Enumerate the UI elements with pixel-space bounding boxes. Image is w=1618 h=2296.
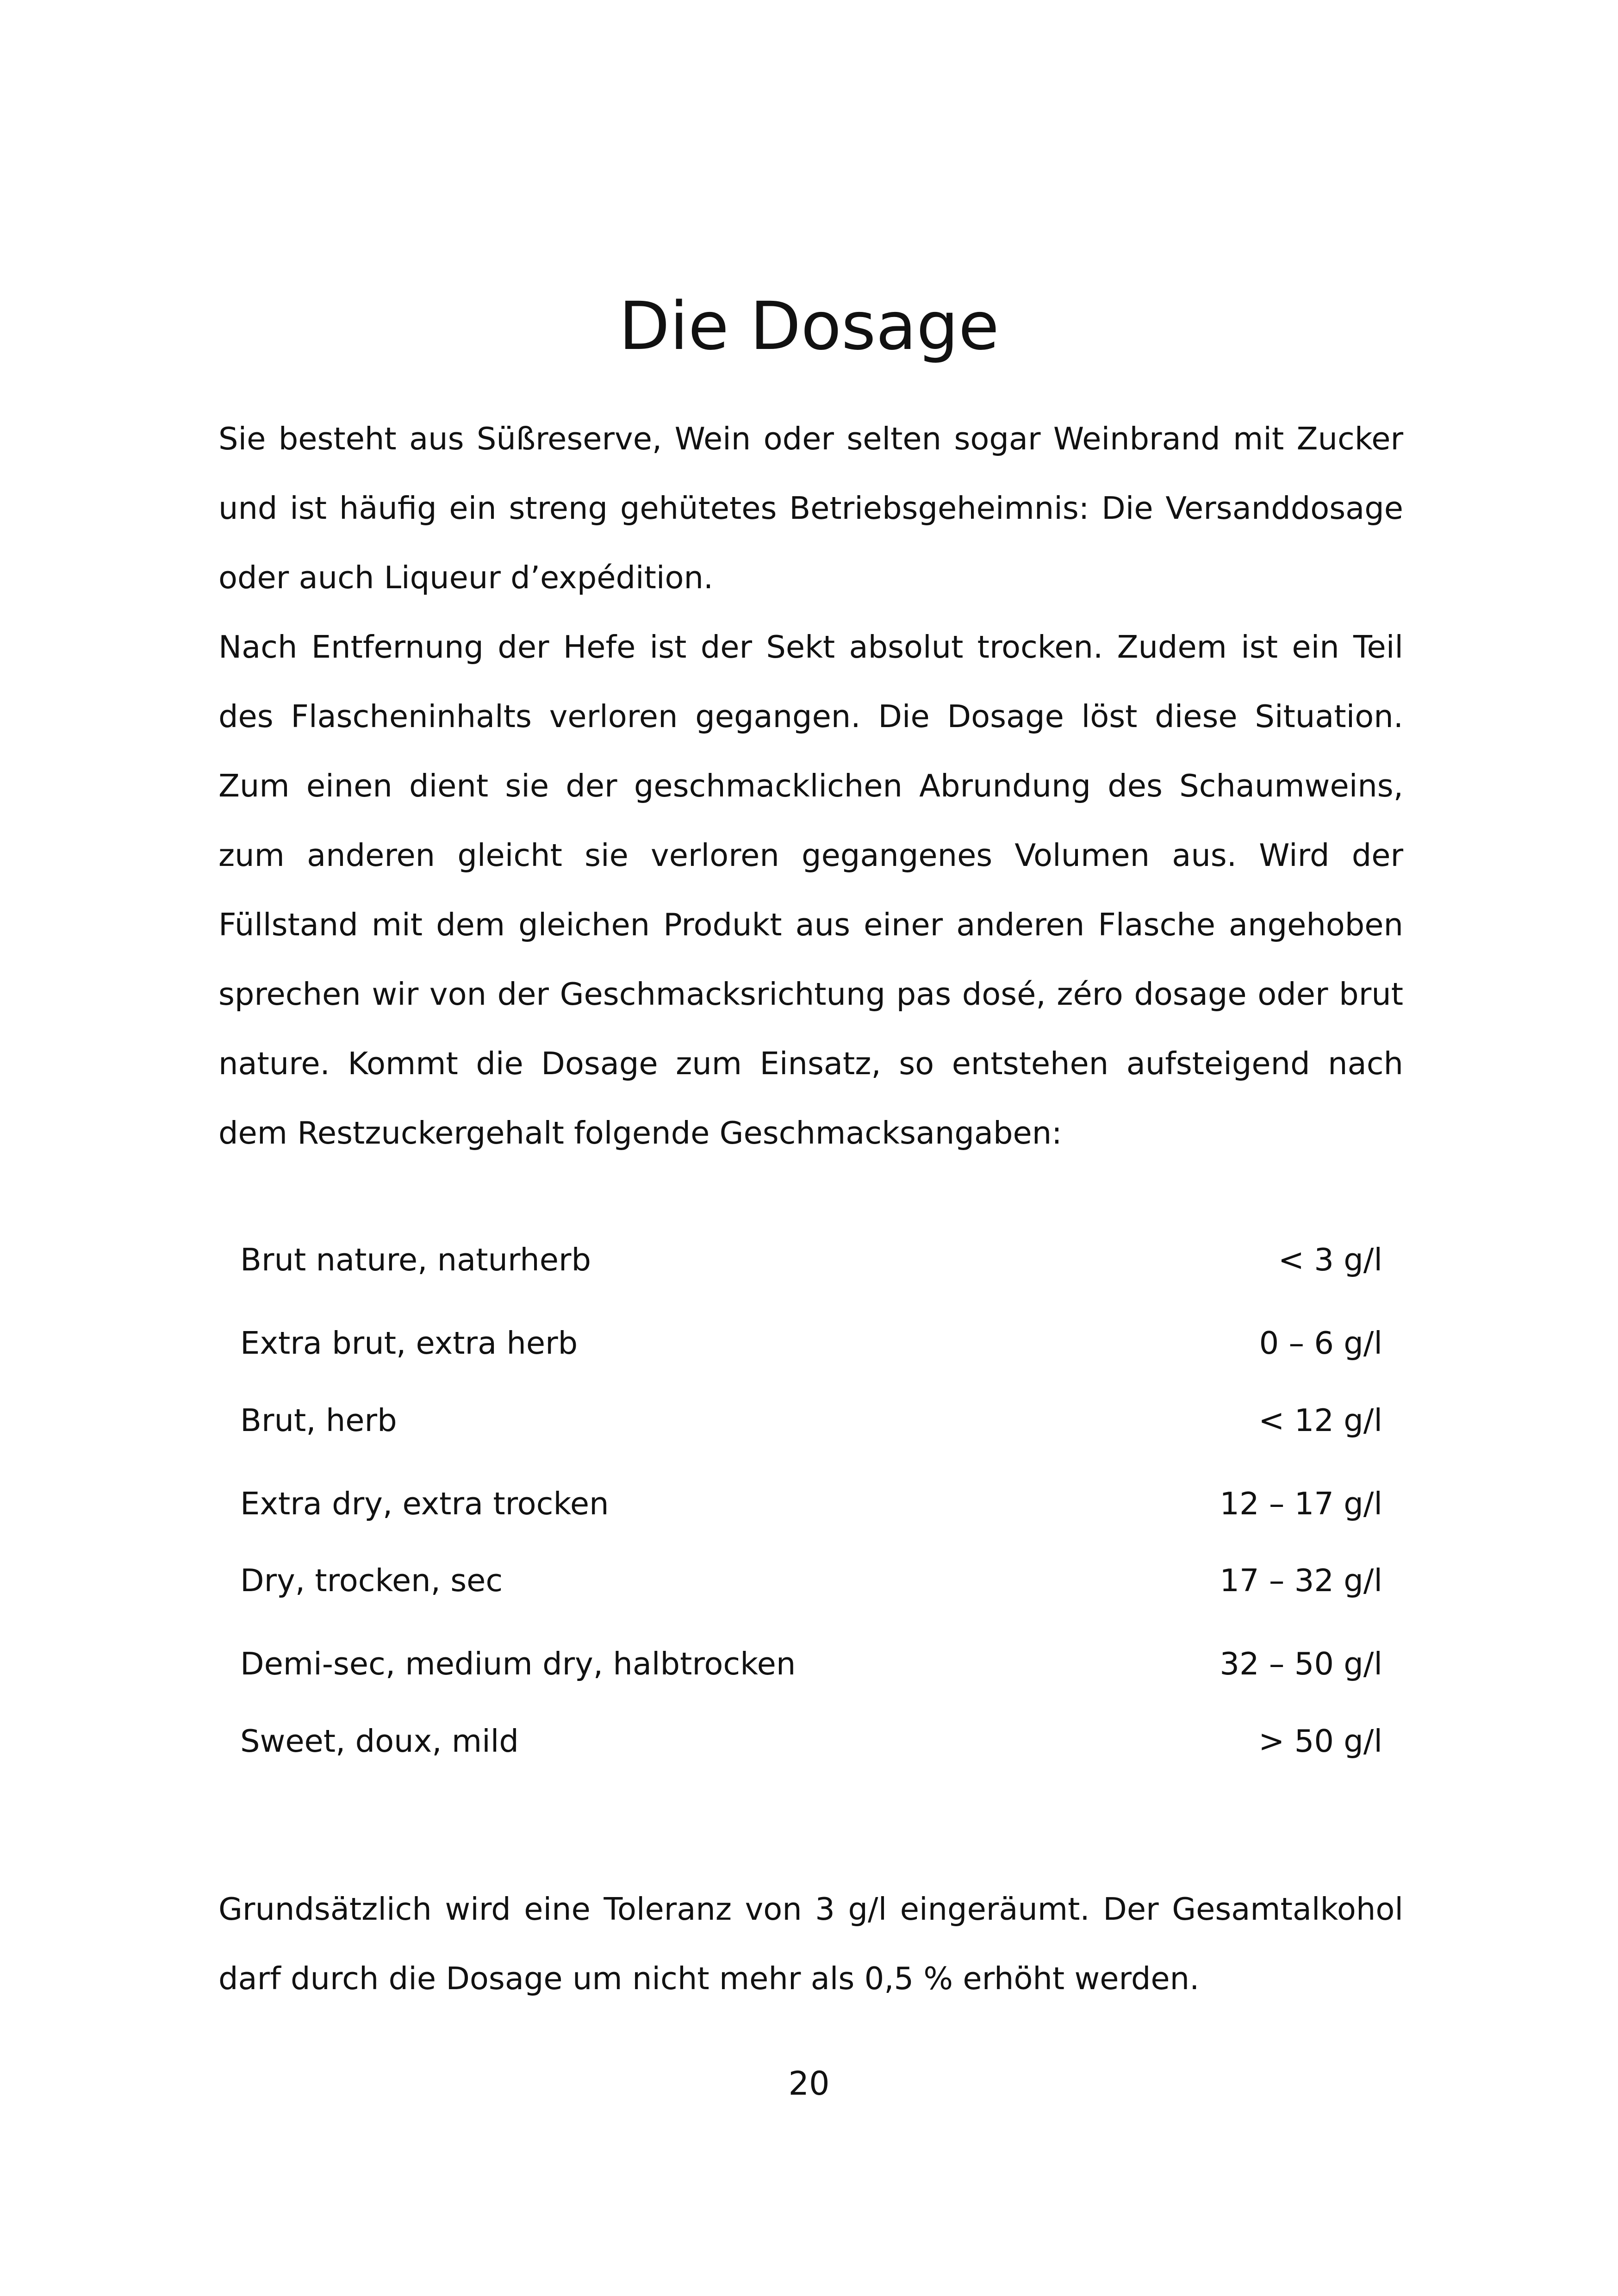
outro-paragraph: Grundsätzlich wird eine Toleranz von 3 g/l eingeräumt. Der Gesamtalkohol darf durch die Dosage um nicht mehr als 0,5 % erhöht werden. — [218, 1891, 1403, 1997]
page-title: Die Dosage — [619, 287, 999, 365]
sweetness-value: < 3 g/l — [1278, 1242, 1382, 1278]
sweetness-row — [240, 1320, 1382, 1366]
sweetness-value: 32 – 50 g/l — [1220, 1646, 1382, 1682]
sweetness-row — [240, 1237, 1382, 1283]
sweetness-label: Demi-sec, medium dry, halbtrocken — [240, 1646, 796, 1682]
sweetness-value: 17 – 32 g/l — [1220, 1562, 1382, 1599]
sweetness-row — [240, 1641, 1382, 1687]
sweetness-label: Extra brut, extra herb — [240, 1325, 578, 1361]
sweetness-value: < 12 g/l — [1258, 1402, 1382, 1438]
intro-paragraph: Nach Entfernung der Hefe ist der Sekt absolut trocken. Zudem ist ein Teil des Flascheninhalts verloren gegangen. Die Dosage löst diese Situation. Zum einen dient sie der geschmacklichen Abrundung des Schaumweins, zum anderen gleicht sie verloren gegangenes Volumen aus. Wird der Füllstand mit dem gleichen Produkt aus einer anderen Flasche angehoben sprechen wir von der Geschmacksrichtung pas dosé, zéro dosage oder brut nature. Kommt die Dosage zum Einsatz, so entstehen aufsteigend nach dem Restzuckergehalt folgende Geschmacksangaben: — [218, 629, 1403, 1151]
intro-text — [218, 404, 1403, 1168]
sweetness-row — [240, 1718, 1382, 1764]
page-number: 20 — [788, 2065, 830, 2103]
sweetness-row — [240, 1397, 1382, 1444]
sweetness-value: 0 – 6 g/l — [1259, 1325, 1382, 1361]
sweetness-label: Brut, herb — [240, 1402, 397, 1438]
sweetness-row — [240, 1481, 1382, 1527]
sweetness-row — [240, 1557, 1382, 1604]
sweetness-label: Extra dry, extra trocken — [240, 1486, 609, 1522]
sweetness-value: 12 – 17 g/l — [1220, 1486, 1382, 1522]
sweetness-label: Sweet, doux, mild — [240, 1723, 519, 1759]
outro-text — [218, 1874, 1403, 2013]
intro-paragraph: Sie besteht aus Süßreserve, Wein oder selten sogar Weinbrand mit Zucker und ist häufig ein streng gehütetes Betriebsgeheimnis: Die Versanddosage oder auch Liqueur d’expédition. — [218, 421, 1403, 596]
sweetness-label: Dry, trocken, sec — [240, 1562, 503, 1599]
sweetness-value: > 50 g/l — [1258, 1723, 1382, 1759]
sweetness-label: Brut nature, naturherb — [240, 1242, 591, 1278]
